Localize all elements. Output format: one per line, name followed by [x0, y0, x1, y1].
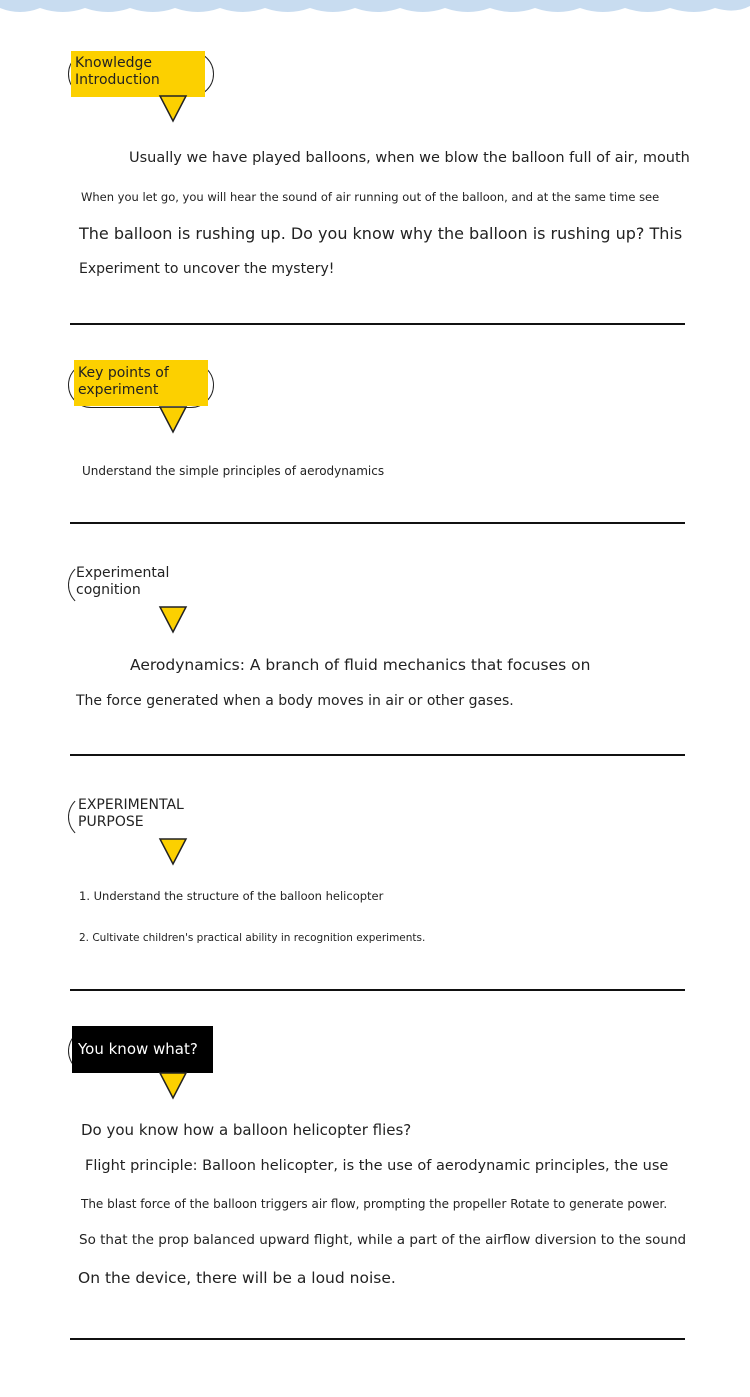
paragraph-line: Understand the simple principles of aerodynamics [82, 464, 385, 478]
bubble-pointer-icon [158, 406, 188, 434]
section-divider [70, 754, 685, 756]
bubble-pointer-icon [158, 606, 188, 634]
key-points-badge [68, 362, 218, 437]
purpose-badge [68, 794, 218, 869]
paragraph-line: The balloon is rushing up. Do you know why the balloon is rushing up? This [79, 224, 683, 243]
you-know-badge [68, 1026, 218, 1101]
paragraph-line: Usually we have played balloons, when we blow the balloon full of air, mouth [129, 150, 690, 166]
paragraph-line: When you let go, you will hear the sound of air running out of the balloon, and at the same time see [81, 190, 660, 204]
section-divider [70, 323, 685, 325]
section-title: Key points of experiment [78, 365, 169, 398]
paragraph-line: On the device, there will be a loud noise. [78, 1269, 396, 1287]
bubble-pointer-icon [158, 95, 188, 123]
top-wave-decoration [0, 0, 750, 22]
list-item: 2. Cultivate children's practical ability in recognition experiments. [79, 932, 426, 944]
paragraph-line: The blast force of the balloon triggers air flow, prompting the propeller Rotate to generate power. [81, 1197, 668, 1211]
section-title: Knowledge Introduction [75, 55, 160, 88]
section-title: Experimental cognition [76, 565, 170, 598]
section-divider [70, 522, 685, 524]
paragraph-line: The force generated when a body moves in air or other gases. [76, 693, 514, 709]
cognition-badge [68, 562, 218, 637]
paragraph-line: Flight principle: Balloon helicopter, is the use of aerodynamic principles, the use [85, 1158, 669, 1174]
section-divider [70, 989, 685, 991]
paragraph-line: Experiment to uncover the mystery! [79, 261, 335, 277]
section-title: EXPERIMENTAL PURPOSE [78, 797, 184, 830]
bubble-pointer-icon [158, 1072, 188, 1100]
paragraph-line: Aerodynamics: A branch of fluid mechanics that focuses on [130, 656, 591, 674]
paragraph-line: Do you know how a balloon helicopter flies? [81, 1121, 412, 1139]
bubble-pointer-icon [158, 838, 188, 866]
knowledge-badge [68, 51, 218, 126]
section-divider [70, 1338, 685, 1340]
paragraph-line: So that the prop balanced upward flight, while a part of the airflow diversion to the sound [79, 1232, 687, 1248]
section-title: You know what? [78, 1040, 198, 1058]
list-item: 1. Understand the structure of the balloon helicopter [79, 889, 384, 903]
